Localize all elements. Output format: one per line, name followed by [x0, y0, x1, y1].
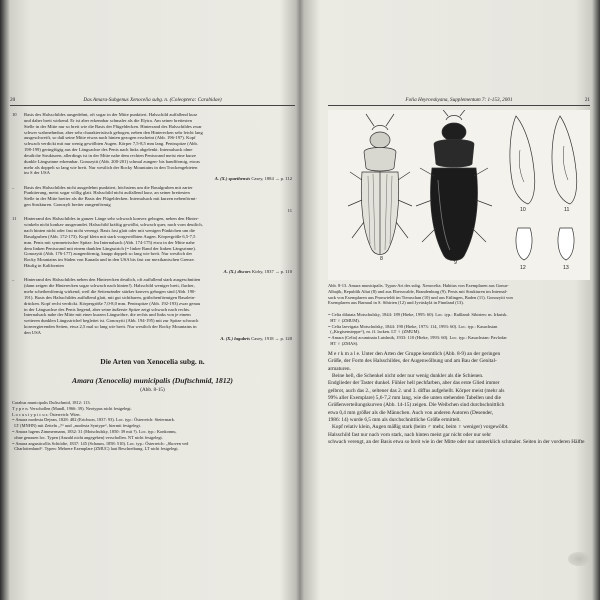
beetle-habitus-8 — [348, 114, 412, 255]
result-arrow: → p. 110 — [274, 268, 292, 274]
body-line: M e r k m a l e. Unter den Arten der Gruppe kenntlich (Abb. 8-9) an der geringen — [328, 351, 501, 357]
body-line: 1986: 14) wurde 6,5 mm als durchschnittliche Größe ermittelt. — [328, 417, 461, 424]
couplet-line: dunkle Längsrinne erkennbar. Gonozytii (Abb. 200-201) schmal zungen- bis bandförmig, etwas — [24, 158, 200, 164]
body-line: armaturen. — [328, 365, 351, 372]
right-page — [305, 0, 590, 600]
synonym-line: = Celia laevigata Motschulsky, 1844: 190 (Hieke, 1973: 114, 1993: 60). Loc. typ.: Kasachstan — [328, 323, 498, 329]
caption-line: Albajik, Republik Altai (8) und aus Eberswalde, Brandenburg (9). Penis mit Strukturen im Internal- — [328, 288, 508, 294]
couplet-text — [24, 112, 292, 182]
couplet-line: Basis des Halsschildes nicht ausgedehnt punktiert, höchstens um die Basalgruben mit zarter — [24, 184, 193, 190]
couplet-line: schwer wahrnehmbar, aber sehr charakteristisch gebogen, neben den Hinterecken sehr leicht lang — [24, 129, 203, 135]
synonym-line: („Kirgisensteppe“), m. ff. lacken. LT ♀ (ZMUM). — [328, 329, 421, 335]
result-author: Kirby, 1837 — [251, 268, 274, 274]
couplet-line: Gonozytii (Abb. 176-177) zungenförmig, knapp doppelt so lang wie breit. Nur westlich der — [24, 251, 193, 257]
left-running-head — [10, 96, 295, 106]
synonym-line: L o c u s t y p i c u s: Österreich: Wien. — [12, 411, 81, 417]
key-couplet — [12, 277, 292, 341]
couplet-line: Internalsack nahe der Mitte mit einer kurzen Längsröhre, die rechts und links von je einem — [24, 312, 191, 318]
synonym-line: = Amara lugens Zimmermann, 1832: 31 (Motschulsky, 1850: 39 mit ?). Loc. typ.: Konkonnu, — [12, 428, 177, 434]
couplet-result — [24, 176, 292, 182]
couplet-line: Basalgruben (Abb. 172-173). Kopf klein mit stark vorgewölbten Augen. Körpergröße 6,5-7,5 — [24, 233, 196, 239]
identification-key — [12, 112, 292, 344]
result-author: Casey, 1884 — [251, 176, 274, 182]
couplet-line: in der Längsachse des Penis liegend, aber seine äußerste Spitze zeigt schwach nach rechts. — [24, 306, 191, 312]
synonym-line: Carabus municipalis Duftschmid, 1812: 113. — [12, 400, 91, 405]
synonym-line: LT (MNHN) mit Zetteln „?“ und „modesta Syntype“, hiermit festgelegt. — [12, 423, 141, 429]
couplet-line: gen Strukturen. Gonozyli breiter zungenförmig — [24, 202, 111, 208]
couplet-line: Stelle in der Mitte nur so breit wie die Basis der Flügeldecken. Hinterrand des Halsschildes zwar — [24, 123, 202, 129]
result-species: A. (X.) spaethensis — [214, 176, 251, 182]
couplet-line: Stelle in der Mitte breiter als die Basis der Flügeldecken. Internalsack mit kurzen nebenförmi- — [24, 196, 197, 202]
key-couplet — [12, 185, 292, 214]
synonym-line: T y p e n. Verschollen (Mandl, 1966: 39). Neotypus nicht festgelegt. — [12, 405, 132, 411]
species-title: Amara (Xenocelia) municipalis (Duftschmid, 1812) — [72, 376, 233, 385]
species-figure-ref: (Abb. 8-15) — [140, 387, 165, 393]
couplet-line: 198-199) geringfügig aus der Längsachse des Penis nach links abgelenkt. Internalsack ohne — [24, 147, 193, 153]
couplet-line: Rocky Mountains im Süden von Kanada und in den USA bis fast zur mexikanischen Grenze. — [24, 257, 195, 263]
page-stain — [568, 552, 590, 566]
result-arrow: → p. 112 — [274, 176, 292, 182]
synonym-line: Charlottenlund“. Typen: Mehrere Exemplare (ZMUC) laut Beschreibung. LT nicht festgelegt. — [12, 446, 179, 452]
fig-label-12: 12 — [520, 265, 526, 271]
couplet-result — [24, 336, 292, 342]
couplet-line: dem linken Peniswand mit einem dunklen Längsstrich (= linker Rand der linken Längsrinne). — [24, 245, 196, 251]
body-line: etwa 0,4 mm größer als die Männchen. Auch von anderen Autoren (Desender, — [328, 409, 494, 416]
caption-line: Abb. 8-13. Amara municipalis. Typus-Art des subg. Xenocelia. Habitus von Exemplaren aus Gonur- — [328, 283, 509, 288]
result-author: Casey, 1918 — [251, 335, 274, 341]
synonym-line: = Amara (Celia) acuminata Lutshnik, 1933: 110 (Hieke, 1993: 60). Loc. typ.: Kasachstan: Pavlodar — [328, 335, 507, 341]
couplet-line: ausgeschweift, so daß seine Mitte etwas nach hinten gezogen erscheint (Abb. 196-197). Kopf — [24, 135, 196, 141]
couplet-line: weiteren dunklen Längsstrichel begleitet ist. Gonozytii (Abb. 194-195) mit zur Spitze schwach — [24, 318, 199, 324]
fig-label-10: 10 — [520, 207, 526, 213]
body-line: Größe, der Form des Halsschildes, der Augenwölbung und am Bau der Genital- — [328, 358, 497, 365]
couplet-result — [24, 269, 292, 275]
synonym-line: HT ♀ (ZMUM). — [328, 317, 360, 323]
synonym-line: = Amara modesta Dejean, 1828: 482 (Erichson, 1837: 93). Loc. typ.: Österreich: Steiermark. — [12, 417, 175, 423]
couplet-line: drücken. Kopf recht verdickt. Körpergröße 7,0-8,0 mm. Penisspitze (Abb. 192-193) zwar genau — [24, 300, 201, 306]
couplet-number: 11 — [12, 216, 17, 222]
couplet-number: 10 — [12, 112, 17, 117]
couplet-line: Punktierung, meist sogar völlig glatt. Halsschild nicht auffallend kurz, an seiner breitesten — [24, 190, 190, 196]
body-line: 99% aller Exemplare) 5,6-7,2 mm lang, wie die unten stehenden Tabellen und die — [328, 395, 501, 402]
couplet-line: mehr als doppelt so lang wie breit. Nur westlich der Rocky Mountains in den Trockengebieten — [24, 164, 198, 170]
figure-caption — [328, 283, 590, 306]
body-line: Beine hell, die Schenkel nicht oder nur wenig dunkler als die Schienen. — [328, 373, 484, 380]
couplet-number: – — [12, 184, 15, 190]
right-page-number: 21 — [584, 97, 590, 103]
synonymy-continued — [328, 312, 590, 347]
gonocoxite-drawing-12 — [516, 228, 532, 260]
description-text — [328, 351, 590, 446]
penis-drawing-10 — [510, 116, 535, 204]
synonymy-list — [12, 400, 292, 452]
caption-line: sack von Exemplaren aus Pronwieldt im Tieraschan (10) und aus Ettlingen, Baden (11). Gonozytii von — [328, 294, 513, 300]
body-line: gelbrot, auch das 2., seltener das 2. und 3. diffus aufgehellt. Körper meist (mehr als — [328, 387, 505, 394]
couplet-line: 191). Basis des Halsschildes auffallend glatt, mit gut sichtbaren, grübchenförmigen Basalein- — [24, 294, 196, 300]
couplet-text — [24, 277, 292, 341]
result-arrow: 11 — [287, 208, 292, 213]
beetle-habitus-9 — [416, 110, 492, 261]
fig-label-9: 9 — [454, 260, 457, 266]
body-line: Endglieder der Taster dunkel. Fühler hell pechfarben, aber das erste Glied immer — [328, 380, 500, 387]
result-species: A. (X.) lugubris — [220, 335, 251, 341]
couplet-text — [24, 216, 292, 274]
caption-line: Exemplaren aus Barnaul in S. Sibirien (12) und Jyväskylä in Finnland (13). — [328, 300, 464, 306]
result-species: A. (X.) discors — [223, 268, 251, 274]
body-line: schwach verengt, an der Basis etwa so breit wie in der Mitte oder nur unmerklich schmaler. Seiten in der vorderen Hälfte — [328, 439, 585, 446]
result-arrow: → p. 120 — [274, 335, 292, 341]
couplet-line: und daher breit wirkend. Er ist aber erkennbar schmaler als die Elytra. Am seiner breitesten — [24, 117, 192, 123]
couplet-line: (dann zeigen die Hinterecken sogar schwach nach hinten!). Halsschild weniger breit, flacher, — [24, 283, 195, 289]
couplet-line: mehr scheibenförmig wirkend, weil die Seitenränder stärker konvex gebogen sind (Abb. 190- — [24, 288, 196, 294]
body-line: Halsschild fast nur nach vorn stark, nach hinten meist gar nicht oder nur sehr — [328, 431, 491, 438]
couplet-result — [24, 208, 292, 214]
couplet-line: winkeln nicht konkav ausgerandet. Halsschild kräftig gewölbt, schwach quer, nach vorn deutlich, — [24, 222, 203, 228]
synonym-line: = Celia dilatata Motschulsky, 1844: 189 (Hieke, 1995: 60). Loc. typ.: Rußland: Sibirien: m. Irkutsk. — [328, 312, 508, 317]
couplet-line: Häufig in Kalifornien — [24, 263, 64, 269]
figure-plate — [328, 110, 590, 280]
couplet-text — [24, 185, 292, 214]
key-couplet — [12, 216, 292, 274]
couplet-line: im S der USA — [24, 170, 50, 176]
key-couplet — [12, 112, 292, 182]
couplet-line: nach hinten nicht oder fast nicht verengt. Basis fast glatt oder mit wenigen Pünktchen um die — [24, 228, 195, 234]
penis-drawing-11 — [552, 116, 577, 204]
couplet-line: mm. Penis mit symmetrischer Spitze. Im Internalsack (Abb. 174-175) etwa in der Mitte nahe — [24, 239, 195, 245]
couplet-line: schwach verdickt mit nur wenig gewölbten Augen. Körper 7,5-8,5 mm lang. Penisspitze (Abb. — [24, 141, 198, 147]
right-running-title: Folia Heyrovskyana, Supplementum 7: 1-153, 2001 — [405, 97, 513, 103]
couplet-line: Hinterrand des Halsschildes neben den Hinterecken deutlich, oft auffallend stark ausgeschnitten — [24, 277, 201, 283]
body-line: Größenverteilungskurven (Abb. 14-15) zeigen. Die Weibchen sind durchschnittlich — [328, 402, 505, 409]
synonym-line: = Amara angusticollis Schiödte, 1837: 145 (Schaum, 1858: 510). Loc. typ.: Österreich: „Skoven ved — [12, 440, 189, 446]
gonocoxite-drawing-13 — [558, 228, 574, 260]
couplet-line: konvergierenden Seiten, etwa 2,5 mal so lang wie breit. Nur westlich der Rocky Mountains in — [24, 324, 197, 330]
synonym-line: HT ♀ (ZMAS). — [328, 340, 359, 346]
beetle-figure-illustration — [328, 110, 590, 280]
left-running-title: Das Amara-Subgenus Xenocelia subg. n. (Coleoptera: Carabidae) — [83, 97, 222, 103]
couplet-line: den USA — [24, 329, 41, 335]
section-title: Die Arten von Xenocelia subg. n. — [100, 357, 205, 366]
body-line: Kopf relativ klein, Augen mäßig stark (beim ♂ mehr, beim ♀ weniger) vorgewölbt. — [328, 424, 509, 431]
right-running-head — [328, 96, 590, 106]
couplet-line: Basis des Halsschildes ausgedehnt, oft sogar in der Mitte punktiert. Halsschild auffallend kurz — [24, 112, 198, 117]
synonym-line: ohne genauen loc. Typen (Anzahl nicht angegeben) verschollen. NT nicht festgelegt. — [12, 434, 163, 440]
couplet-number: – — [12, 277, 15, 283]
left-page-number: 20 — [10, 97, 16, 103]
couplet-line: deutliche Strukturen, allerdings ist in der Mitte nahe dem rechten Peniswand meist eine kurze — [24, 152, 196, 158]
fig-label-11: 11 — [564, 207, 570, 213]
couplet-line: Hinterrand des Halsschildes in ganzer Länge sehr schwach konvex gebogen, neben den Hinter- — [24, 216, 199, 222]
fig-label-8: 8 — [380, 256, 383, 262]
fig-label-13: 13 — [563, 265, 569, 271]
left-page — [10, 0, 295, 600]
